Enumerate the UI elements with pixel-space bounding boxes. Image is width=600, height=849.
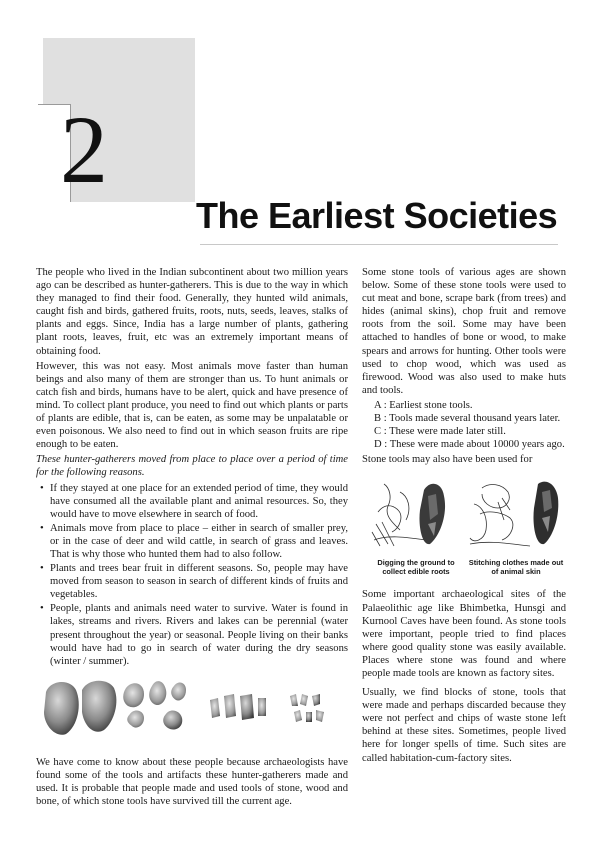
right-column	[362, 266, 566, 767]
list-item: • Animals move from place to place – either in search of smaller prey, or in the case of deer and wild cattle, in search of grass and leaves. That is why those who hunted them had to also follow.	[36, 522, 348, 561]
tool-label-a: A : Earliest stone tools.	[374, 399, 473, 411]
tool-age-list	[362, 399, 566, 451]
caption-stitching: Stitching clothes made out of animal skin	[468, 558, 564, 577]
tool-label-d: D : These were made about 10000 years ago.	[374, 439, 565, 451]
paragraph: Stone tools may also have been used for	[362, 454, 533, 466]
italic-intro: These hunter-gatherers moved from place to place over a period of time for the following reasons.	[36, 454, 348, 479]
illustration-captions	[368, 558, 564, 576]
list-item: • People, plants and animals need water to survive. Water is found in lakes, streams and rivers. Rivers and lakes can be perennial (water present throughout the year) or seasonal. People living on their banks would have had to go in search of water during the dry seasons (winter / summer).	[36, 602, 348, 667]
paragraph: However, this was not easy. Most animals move faster than human beings and also many of them are stronger than us. To hunt animals or catch fish and birds, humans have to be alert, quick and have presence of mind. To collect plant produce, you need to find out which plants or parts of plants are edible, that is, can be eaten, as some may be unpalatable or even poisonous. We also need to find out in which season fruits are ripe enough to be eaten.	[36, 360, 348, 451]
list-item: • If they stayed at one place for an extended period of time, they would have consumed all the available plant and animal resources. So, they would have to move elsewhere in search of food.	[36, 482, 348, 521]
paragraph: The people who lived in the Indian subcontinent about two million years ago can be described as hunter-gatherers. This is due to the way in which they managed to find their food. Generally, they hunted wild animals, caught fish and birds, gathered fruits, roots, nuts, seeds, leaves, stalks of plants and eggs. Since, India has a large number of plants, gathering plant roots, leaves, fruit, etc was an extremely important means of obtaining food.	[36, 267, 348, 357]
tool-label-c: C : These were made later still.	[374, 426, 506, 438]
list-item: • Plants and trees bear fruit in different seasons. So, people may have moved from season to season in search of different kinds of fruits and vegetables.	[36, 562, 348, 601]
chapter-number: 2	[60, 96, 108, 203]
paragraph: Some stone tools of various ages are shown below. Some of these stone tools were used to cut meat and bone, scrape bark (from trees) and hides (animal skins), chop fruit and remove roots from the soil. Some may have been attached to handles of bone or wood, to make spears and arrows for hunting. Other tools were used to chop wood, which was used as firewood. Wood was also used to make huts and tools.	[362, 267, 566, 396]
left-column	[36, 266, 348, 810]
caption-digging: Digging the ground to collect edible roots	[377, 558, 455, 577]
reasons-list	[36, 482, 348, 668]
chapter-title: The Earliest Societies	[196, 195, 558, 236]
title-divider	[200, 244, 558, 245]
paragraph: Usually, we find blocks of stone, tools that were made and perhaps discarded because they were not perfect and chips of waste stone left behind at these sites. Sometimes, people lived here for longer spells of time. Such sites are called habitation-cum-factory sites.	[362, 687, 566, 764]
paragraph: Some important archaeological sites of the Palaeolithic age like Bhimbetka, Hunsgi and Kurnool Caves have been found. As stone tools were important, people tried to find places where good quality stone was easily available. Places where stone was found and where people made tools are known as factory sites.	[362, 589, 566, 679]
tool-label-b: B : Tools made several thousand years later.	[374, 413, 561, 425]
tool-uses-illustration	[370, 474, 566, 556]
stone-tools-illustration	[40, 676, 330, 740]
paragraph: We have come to know about these people because archaeologists have found some of the tools and artifacts these hunter-gatherers made and used. It is probable that people made and used tools of stone, wood and bone, of which stone tools have survived till the current age.	[36, 756, 348, 808]
